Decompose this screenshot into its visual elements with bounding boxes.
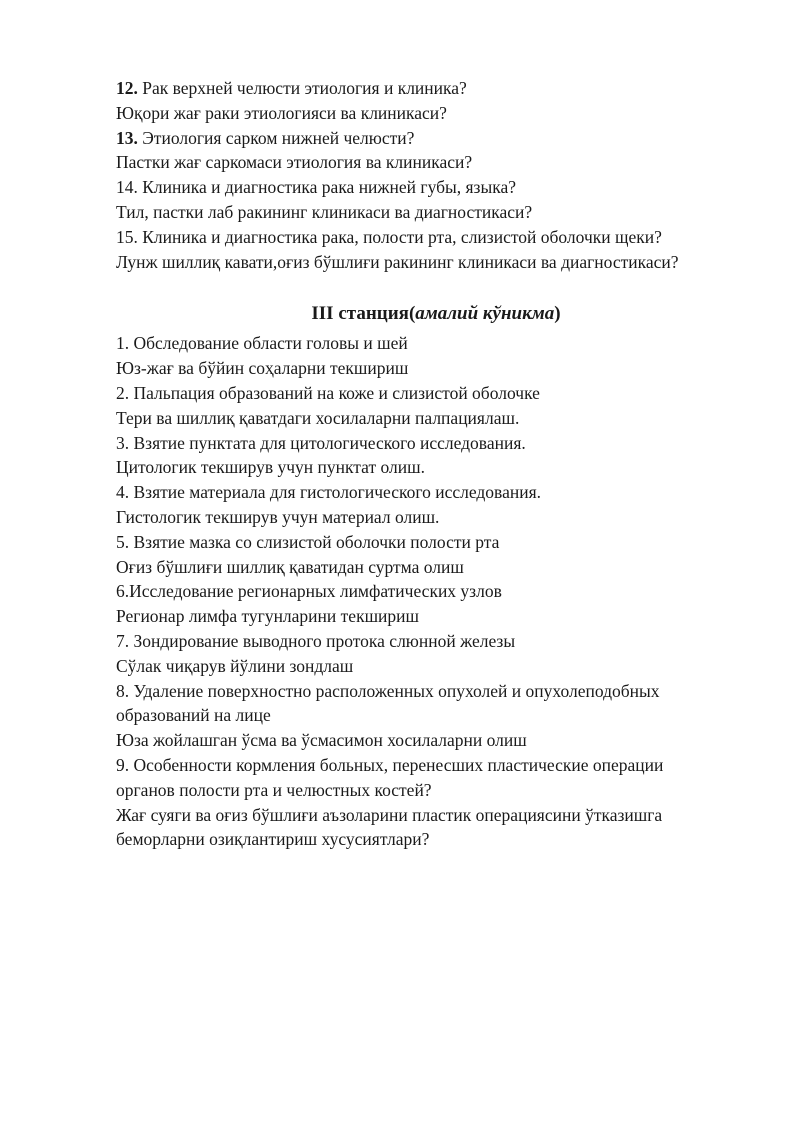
question-text: Рак верхней челюсти этиология и клиника? xyxy=(137,78,467,98)
skill-line: органов полости рта и челюстных костей? xyxy=(116,779,432,800)
skill-line: Юз-жағ ва бўйин соҳаларни текшириш xyxy=(116,358,409,379)
question-list-1 xyxy=(116,76,756,274)
skill-line: 6.Исследование регионарных лимфатических узлов xyxy=(116,581,502,602)
skill-line: 1. Обследование области головы и шей xyxy=(116,333,408,354)
document-page xyxy=(116,76,756,852)
skill-line: Жағ суяги ва оғиз бўшлиғи аъзоларини пластик операциясини ўтказишга xyxy=(116,804,663,825)
skill-line: Цитологик текширув учун пунктат олиш. xyxy=(116,457,425,478)
skill-line: 7. Зондирование выводного протока слюнной железы xyxy=(116,630,516,651)
skill-line: 2. Пальпация образований на коже и слизистой оболочке xyxy=(116,382,540,403)
skill-line: 9. Особенности кормления больных, перенесших пластические операции xyxy=(116,754,664,775)
skill-list xyxy=(116,331,756,852)
section-heading xyxy=(116,301,756,327)
skill-line: Регионар лимфа тугунларини текшириш xyxy=(116,606,420,627)
skill-line: Тери ва шиллиқ қаватдаги хосилаларни палпациялаш. xyxy=(116,407,520,428)
question-line: Тил, пастки лаб ракининг клиникаси ва диагностикаси? xyxy=(116,201,533,222)
skill-line: 3. Взятие пунктата для цитологического исследования. xyxy=(116,432,526,453)
skill-line: 4. Взятие материала для гистологического исследования. xyxy=(116,482,541,503)
skill-line: 5. Взятие мазка со слизистой оболочки полости рта xyxy=(116,531,500,552)
skill-line: беморларни озиқлантириш хусусиятлари? xyxy=(116,829,430,850)
heading-end: ) xyxy=(554,303,561,325)
heading-main: III станция( xyxy=(311,303,416,325)
question-line xyxy=(116,126,756,151)
question-line: Лунж шиллиқ кавати,оғиз бўшлиғи ракининг клиникаси ва диагностикаси? xyxy=(116,251,679,272)
skill-line: 8. Удаление поверхностно расположенных опухолей и опухолеподобных xyxy=(116,680,660,701)
heading-italic: амалий кўникма xyxy=(415,303,555,325)
question-line: 15. Клиника и диагностика рака, полости рта, слизистой оболочки щеки? xyxy=(116,226,662,247)
question-number: 12. xyxy=(116,78,138,98)
question-text: Этиология сарком нижней челюсти? xyxy=(137,127,415,148)
skill-line: Сўлак чиқарув йўлини зондлаш xyxy=(116,655,354,676)
skill-line: Оғиз бўшлиғи шиллиқ қаватидан суртма олиш xyxy=(116,556,464,577)
question-line xyxy=(116,76,756,101)
question-line: Пастки жағ саркомаси этиология ва клиникаси? xyxy=(116,152,473,173)
question-line: Юқори жағ раки этиологияси ва клиникаси? xyxy=(116,102,447,123)
skill-line: Юза жойлашган ўсма ва ўсмасимон хосилаларни олиш xyxy=(116,730,527,751)
skill-line: образований на лице xyxy=(116,705,271,726)
question-line: 14. Клиника и диагностика рака нижней губы, языка? xyxy=(116,177,516,198)
question-number: 13. xyxy=(116,127,138,148)
skill-line: Гистологик текширув учун материал олиш. xyxy=(116,506,440,527)
